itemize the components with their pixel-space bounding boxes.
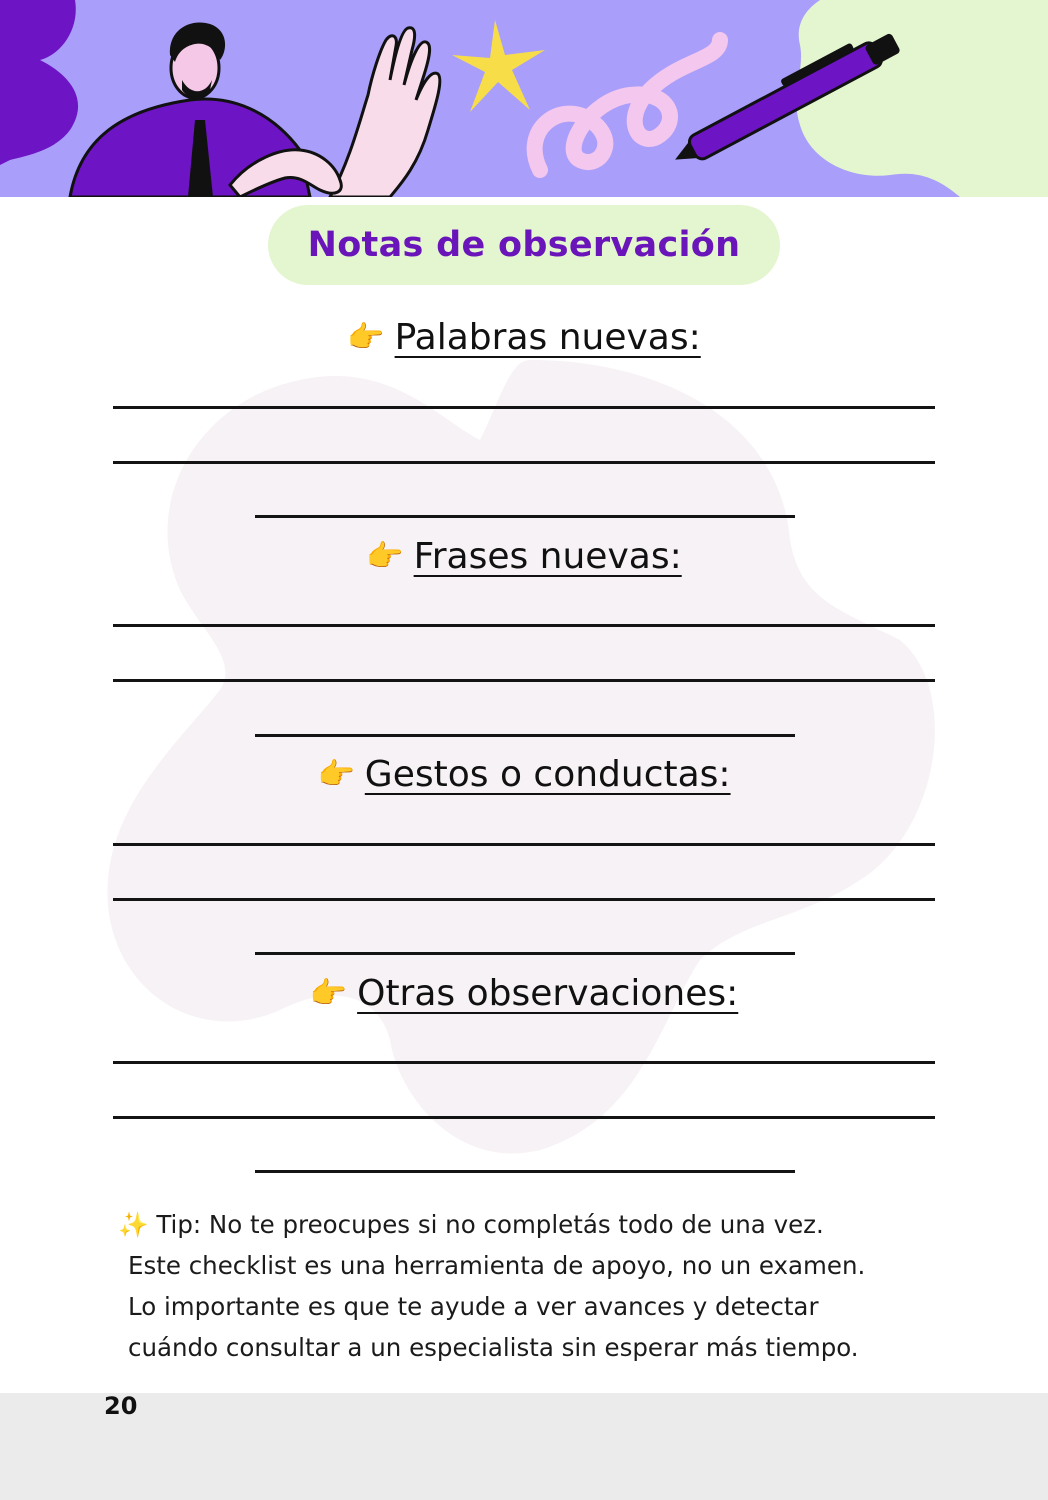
section-frases-nuevas bbox=[0, 532, 1048, 582]
section-otras-observaciones bbox=[0, 969, 1048, 1019]
tip-box bbox=[118, 1204, 978, 1368]
writing-line[interactable] bbox=[113, 461, 935, 464]
section-heading: Palabras nuevas: bbox=[394, 317, 701, 358]
tip-line: Lo importante es que te ayude a ver avances y detectar bbox=[128, 1292, 819, 1321]
section-gestos-conductas bbox=[0, 750, 1048, 800]
writing-line[interactable] bbox=[255, 734, 795, 737]
writing-line[interactable] bbox=[113, 624, 935, 627]
writing-line[interactable] bbox=[113, 406, 935, 409]
writing-line[interactable] bbox=[255, 515, 795, 518]
pointing-hand-icon: 👉 bbox=[366, 539, 404, 574]
tip-line: Este checklist es una herramienta de apoyo, no un examen. bbox=[128, 1251, 866, 1280]
header-banner bbox=[0, 0, 1048, 197]
writing-line[interactable] bbox=[113, 679, 935, 682]
section-heading: Gestos o conductas: bbox=[364, 754, 731, 795]
page-number: 20 bbox=[104, 1392, 138, 1420]
writing-line[interactable] bbox=[113, 1061, 935, 1064]
writing-line[interactable] bbox=[255, 952, 795, 955]
pointing-hand-icon: 👉 bbox=[347, 320, 385, 355]
writing-line[interactable] bbox=[113, 843, 935, 846]
tip-line: Tip: No te preocupes si no completás todo de una vez. bbox=[156, 1210, 824, 1239]
tip-line: cuándo consultar a un especialista sin esperar más tiempo. bbox=[128, 1333, 859, 1362]
pointing-hand-icon: 👉 bbox=[309, 976, 348, 1011]
writing-line[interactable] bbox=[113, 898, 935, 901]
section-heading: Otras observaciones: bbox=[357, 973, 739, 1014]
writing-line[interactable] bbox=[113, 1116, 935, 1119]
page-title: Notas de observación bbox=[307, 225, 741, 265]
title-badge bbox=[268, 205, 780, 285]
banner-illustration bbox=[0, 0, 1048, 197]
section-palabras-nuevas bbox=[0, 313, 1048, 363]
purple-blob-shape bbox=[0, 0, 78, 165]
section-heading: Frases nuevas: bbox=[413, 536, 682, 577]
pointing-hand-icon: 👉 bbox=[317, 757, 355, 792]
writing-line[interactable] bbox=[255, 1170, 795, 1173]
green-cloud-shape bbox=[796, 0, 1048, 197]
sparkles-icon: ✨ bbox=[118, 1210, 149, 1239]
